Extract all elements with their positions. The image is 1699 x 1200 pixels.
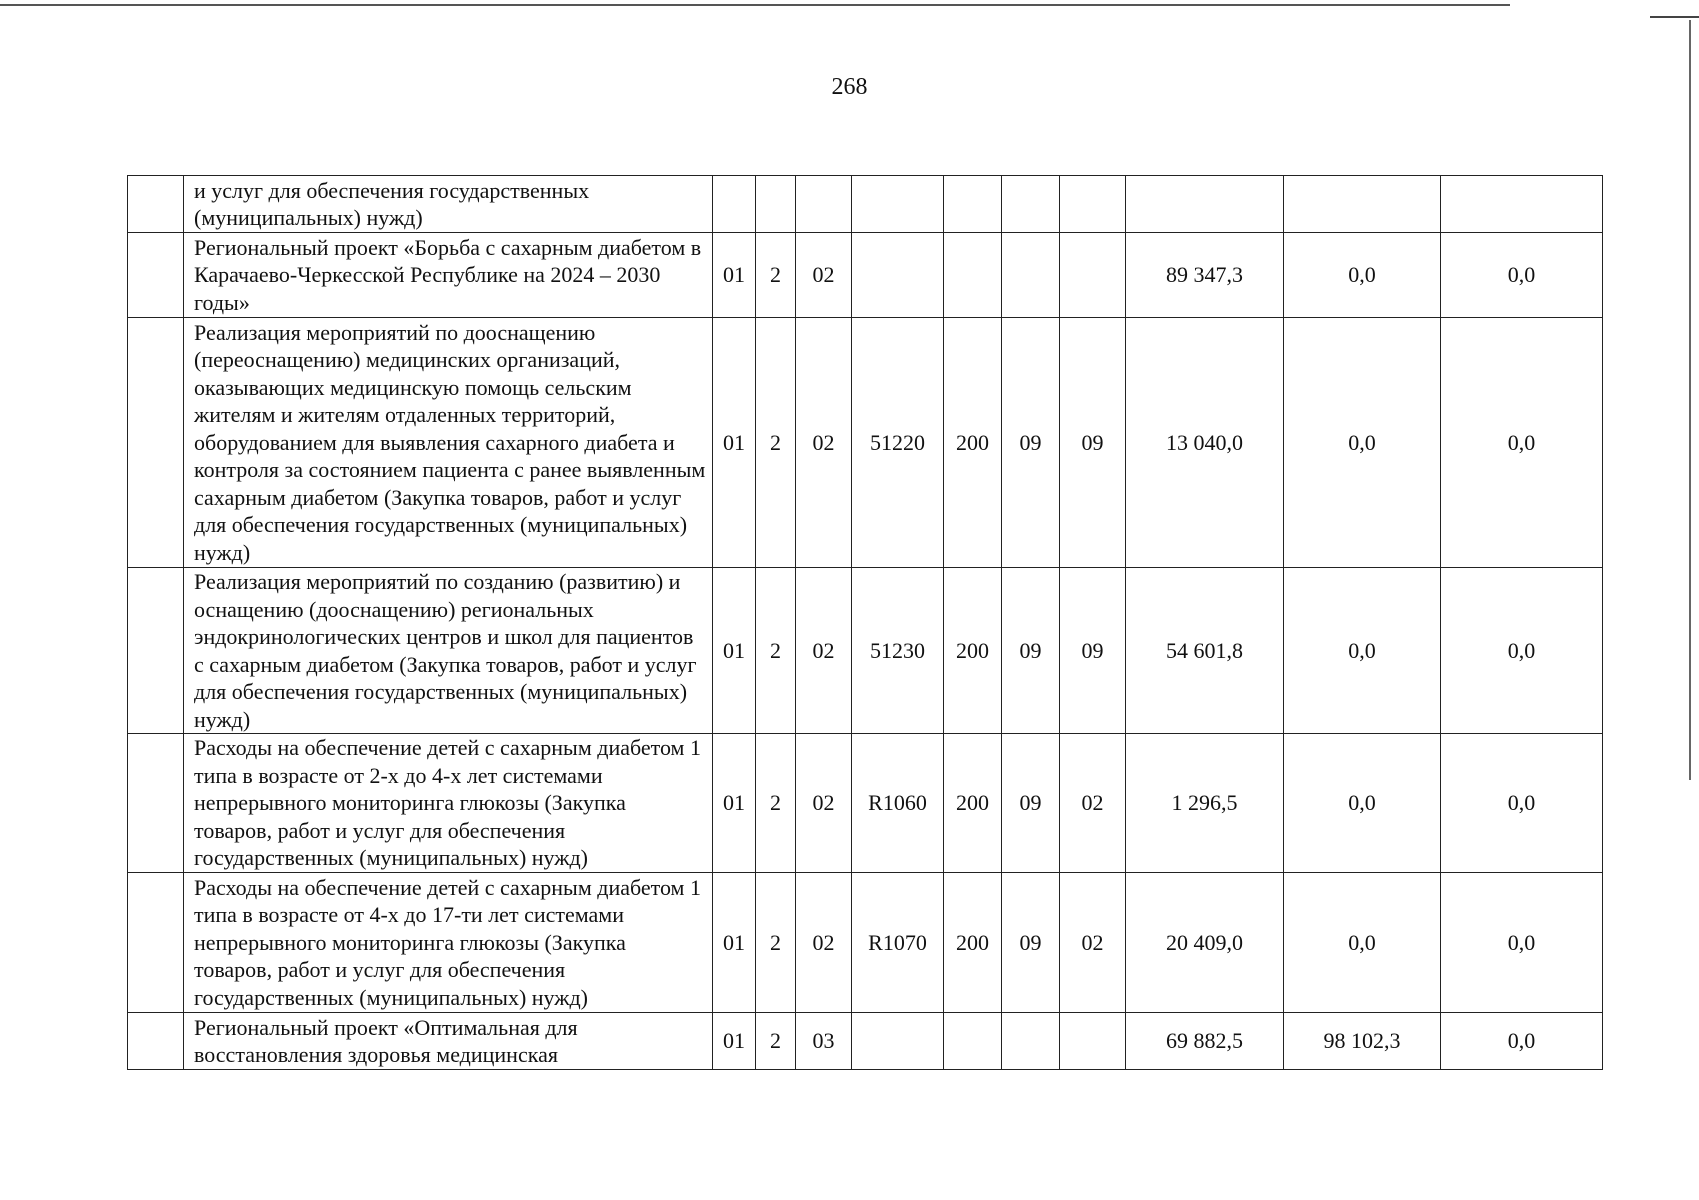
code-cell: 01 (713, 873, 756, 1013)
code-cell (852, 1013, 944, 1070)
page-number: 268 (831, 74, 868, 100)
table-row (128, 318, 1603, 568)
amount-cell: 98 102,3 (1284, 1013, 1441, 1070)
code-cell (1060, 233, 1126, 318)
code-cell: 02 (1060, 734, 1126, 873)
amount-cell (1284, 176, 1441, 233)
code-cell (1002, 1013, 1060, 1070)
code-cell: 200 (944, 318, 1002, 568)
code-cell (1060, 176, 1126, 233)
code-cell: 2 (756, 1013, 796, 1070)
code-cell: 09 (1002, 568, 1060, 734)
row-number-cell (128, 734, 184, 873)
code-cell (944, 233, 1002, 318)
code-cell: 03 (796, 1013, 852, 1070)
amount-cell: 89 347,3 (1126, 233, 1284, 318)
table-row (128, 1013, 1603, 1070)
code-cell: 02 (796, 734, 852, 873)
code-cell: 2 (756, 873, 796, 1013)
amount-cell: 20 409,0 (1126, 873, 1284, 1013)
code-cell: 09 (1002, 873, 1060, 1013)
table-row (128, 233, 1603, 318)
code-cell: 09 (1060, 568, 1126, 734)
code-cell: 02 (796, 873, 852, 1013)
amount-cell: 0,0 (1284, 873, 1441, 1013)
code-cell (756, 176, 796, 233)
code-cell: 200 (944, 734, 1002, 873)
code-cell (1002, 176, 1060, 233)
code-cell: 2 (756, 734, 796, 873)
code-cell (944, 1013, 1002, 1070)
row-number-cell (128, 1013, 184, 1070)
amount-cell: 0,0 (1441, 873, 1603, 1013)
code-cell (713, 176, 756, 233)
code-cell: 51220 (852, 318, 944, 568)
amount-cell: 0,0 (1284, 568, 1441, 734)
description-cell: Расходы на обеспечение детей с сахарным диабетом 1 типа в возрасте от 2-х до 4-х лет системами непрерывного мониторинга глюкозы (Закупка товаров, работ и услуг для обеспечения государственных (муниципальных) нужд) (184, 734, 713, 873)
code-cell: 2 (756, 233, 796, 318)
row-number-cell (128, 176, 184, 233)
description-cell: Расходы на обеспечение детей с сахарным диабетом 1 типа в возрасте от 4-х до 17-ти лет системами непрерывного мониторинга глюкозы (Закупка товаров, работ и услуг для обеспечения государственных (муниципальных) нужд) (184, 873, 713, 1013)
amount-cell: 0,0 (1284, 233, 1441, 318)
code-cell: 01 (713, 318, 756, 568)
code-cell: 02 (796, 568, 852, 734)
amount-cell: 0,0 (1441, 1013, 1603, 1070)
scan-border-top-right (1650, 16, 1699, 18)
amount-cell (1126, 176, 1284, 233)
code-cell: R1060 (852, 734, 944, 873)
row-number-cell (128, 233, 184, 318)
code-cell: 09 (1002, 734, 1060, 873)
code-cell: R1070 (852, 873, 944, 1013)
amount-cell: 0,0 (1441, 734, 1603, 873)
code-cell (944, 176, 1002, 233)
code-cell: 200 (944, 873, 1002, 1013)
code-cell: 2 (756, 318, 796, 568)
code-cell (852, 176, 944, 233)
code-cell (1060, 1013, 1126, 1070)
amount-cell: 13 040,0 (1126, 318, 1284, 568)
code-cell: 01 (713, 568, 756, 734)
code-cell: 2 (756, 568, 796, 734)
table-row (128, 873, 1603, 1013)
amount-cell: 0,0 (1441, 318, 1603, 568)
table-row (128, 176, 1603, 233)
amount-cell: 0,0 (1284, 734, 1441, 873)
row-number-cell (128, 568, 184, 734)
code-cell: 51230 (852, 568, 944, 734)
code-cell (796, 176, 852, 233)
amount-cell: 1 296,5 (1126, 734, 1284, 873)
description-cell: и услуг для обеспечения государственных (муниципальных) нужд) (184, 176, 713, 233)
description-cell: Региональный проект «Оптимальная для восстановления здоровья медицинская (184, 1013, 713, 1070)
amount-cell (1441, 176, 1603, 233)
description-cell: Региональный проект «Борьба с сахарным диабетом в Карачаево-Черкесской Республике на 2024 – 2030 годы» (184, 233, 713, 318)
code-cell (1002, 233, 1060, 318)
code-cell: 09 (1002, 318, 1060, 568)
code-cell: 02 (796, 318, 852, 568)
code-cell: 02 (1060, 873, 1126, 1013)
code-cell: 02 (796, 233, 852, 318)
amount-cell: 0,0 (1284, 318, 1441, 568)
amount-cell: 0,0 (1441, 568, 1603, 734)
row-number-cell (128, 873, 184, 1013)
table-row (128, 568, 1603, 734)
scan-border-top (0, 4, 1510, 6)
code-cell: 01 (713, 1013, 756, 1070)
amount-cell: 69 882,5 (1126, 1013, 1284, 1070)
description-cell: Реализация мероприятий по созданию (развитию) и оснащению (дооснащению) региональных эндокринологических центров и школ для пациентов с сахарным диабетом (Закупка товаров, работ и услуг для обеспечения государственных (муниципальных) нужд) (184, 568, 713, 734)
scan-edge-right (1689, 20, 1691, 780)
row-number-cell (128, 318, 184, 568)
table-row (128, 734, 1603, 873)
code-cell: 200 (944, 568, 1002, 734)
code-cell (852, 233, 944, 318)
code-cell: 09 (1060, 318, 1126, 568)
amount-cell: 0,0 (1441, 233, 1603, 318)
amount-cell: 54 601,8 (1126, 568, 1284, 734)
code-cell: 01 (713, 233, 756, 318)
code-cell: 01 (713, 734, 756, 873)
description-cell: Реализация мероприятий по дооснащению (переоснащению) медицинских организаций, оказывающих медицинскую помощь сельским жителям и жителям отдаленных территорий, оборудованием для выявления сахарного диабета и контроля за состоянием пациента с ранее выявленным сахарным диабетом (Закупка товаров, работ и услуг для обеспечения государственных (муниципальных) нужд) (184, 318, 713, 568)
budget-table (127, 175, 1603, 1070)
